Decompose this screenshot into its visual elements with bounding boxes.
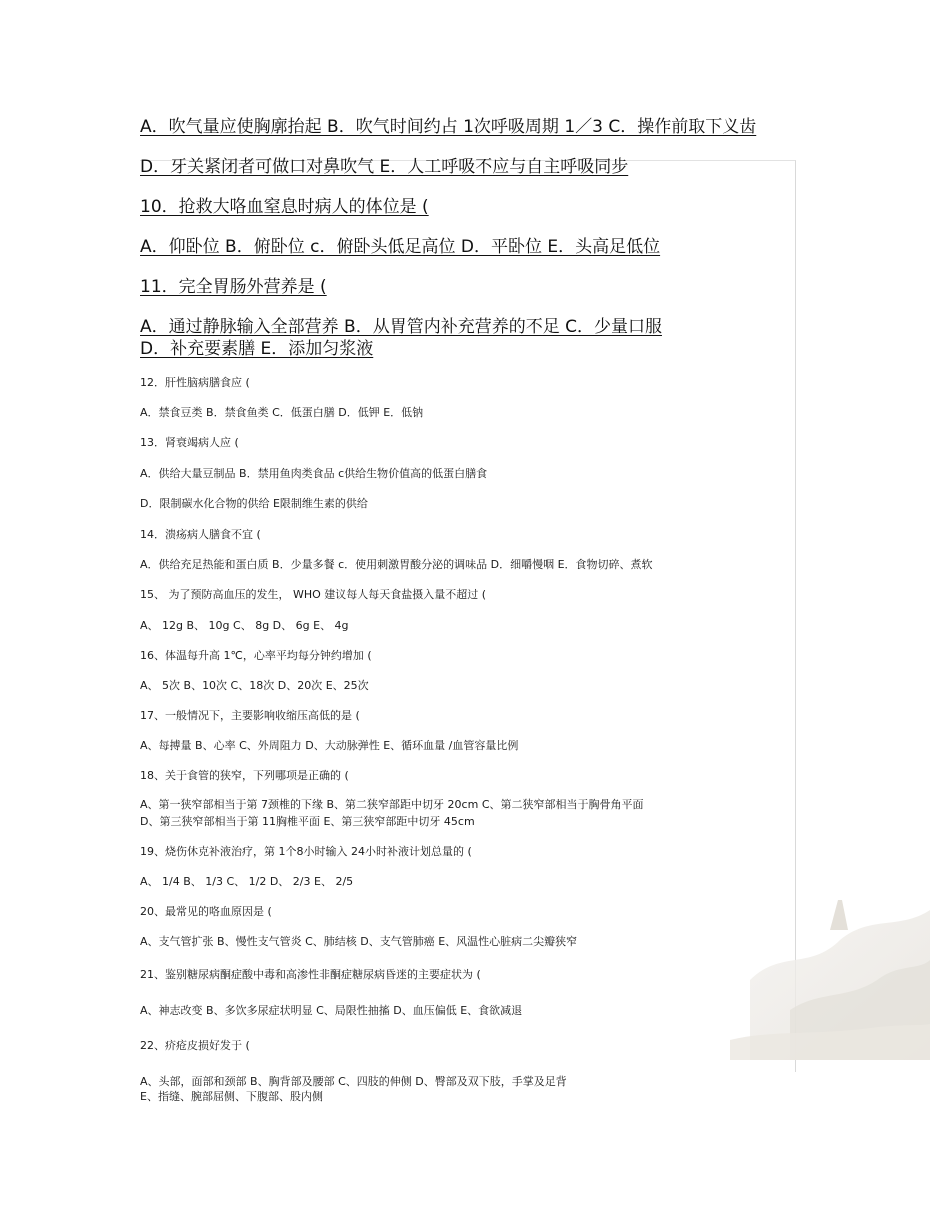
options-16: A、 5次 B、10次 C、18次 D、20次 E、25次 xyxy=(140,679,369,692)
options-13-de: D．限制碳水化合物的供给 E限制维生素的供给 xyxy=(140,497,368,510)
question-13: 13．肾衰竭病人应 ( xyxy=(140,436,239,449)
question-16: 16、体温每升高 1℃，心率平均每分钟约增加 ( xyxy=(140,649,372,662)
options-10: A．仰卧位 B．俯卧位 c．俯卧头低足高位 D．平卧位 E．头高足低位 xyxy=(140,237,661,257)
question-21: 21、鉴别糖尿病酮症酸中毒和高渗性非酮症糖尿病昏迷的主要症状为 ( xyxy=(140,968,481,981)
options-15: A、 12g B、 10g C、 8g D、 6g E、 4g xyxy=(140,619,349,632)
option-line-9ce: A．吹气量应使胸廓抬起 B．吹气时间约占 1次呼吸周期 1／3 C．操作前取下义齿 xyxy=(140,117,757,137)
question-20: 20、最常见的咯血原因是 ( xyxy=(140,905,272,918)
question-17: 17、一般情况下，主要影响收缩压高低的是 ( xyxy=(140,709,360,722)
option-line-9de: D．牙关紧闭者可做口对鼻吹气 E．人工呼吸不应与自主呼吸同步 xyxy=(140,157,629,177)
question-22: 22、疥疮皮损好发于 ( xyxy=(140,1039,250,1052)
options-19: A、 1/4 B、 1/3 C、 1/2 D、 2/3 E、 2/5 xyxy=(140,875,354,888)
options-18-de: D、第三狭窄部相当于第 11胸椎平面 E、第三狭窄部距中切牙 45cm xyxy=(140,815,475,828)
options-12: A．禁食豆类 B．禁食鱼类 C．低蛋白膳 D．低钾 E．低钠 xyxy=(140,406,424,419)
question-15: 15、 为了预防高血压的发生， WHO 建议每人每天食盐摄入量不超过 ( xyxy=(140,588,487,601)
question-14: 14．溃疡病人膳食不宜 ( xyxy=(140,528,261,541)
question-18: 18、关于食管的狭窄，下列哪项是正确的 ( xyxy=(140,769,349,782)
options-11-de: D．补充要素膳 E．添加匀浆液 xyxy=(140,339,374,359)
options-22-e: E、指缝、腕部屈侧、下腹部、股内侧 xyxy=(140,1090,323,1103)
question-10: 10．抢救大咯血窒息时病人的体位是 ( xyxy=(140,197,429,217)
watermark-landscape-image xyxy=(730,860,930,1060)
question-12: 12．肝性脑病膳食应 ( xyxy=(140,376,250,389)
options-13-abc: A．供给大量豆制品 B．禁用鱼肉类食品 c供给生物价值高的低蛋白膳食 xyxy=(140,467,488,480)
question-19: 19、烧伤休克补液治疗，第 1个8小时输入 24小时补液计划总量的 ( xyxy=(140,845,472,858)
options-18-abc: A、第一狭窄部相当于第 7颈椎的下缘 B、第二狭窄部距中切牙 20cm C、第二狭窄部相当于胸骨角平面 xyxy=(140,798,644,811)
options-21: A、神志改变 B、多饮多尿症状明显 C、局限性抽搐 D、血压偏低 E、食欲减退 xyxy=(140,1004,523,1017)
options-11-abc: A．通过静脉输入全部营养 B．从胃管内补充营养的不足 C．少量口服 xyxy=(140,317,662,337)
question-11: 11．完全胃肠外营养是 ( xyxy=(140,277,327,297)
options-17: A、每搏量 B、心率 C、外周阻力 D、大动脉弹性 E、循环血量 /血管容量比例 xyxy=(140,739,519,752)
options-20: A、支气管扩张 B、慢性支气管炎 C、肺结核 D、支气管肺癌 E、风温性心脏病二尖瓣狭窄 xyxy=(140,935,578,948)
options-22-abcd: A、头部，面部和颈部 B、胸背部及腰部 C、四肢的伸侧 D、臀部及双下肢，手掌及足背 xyxy=(140,1075,567,1088)
options-14: A．供给充足热能和蛋白质 B．少量多餐 c．使用刺激胃酸分泌的调味品 D．细嚼慢咽 E．食物切碎、煮软 xyxy=(140,558,653,571)
